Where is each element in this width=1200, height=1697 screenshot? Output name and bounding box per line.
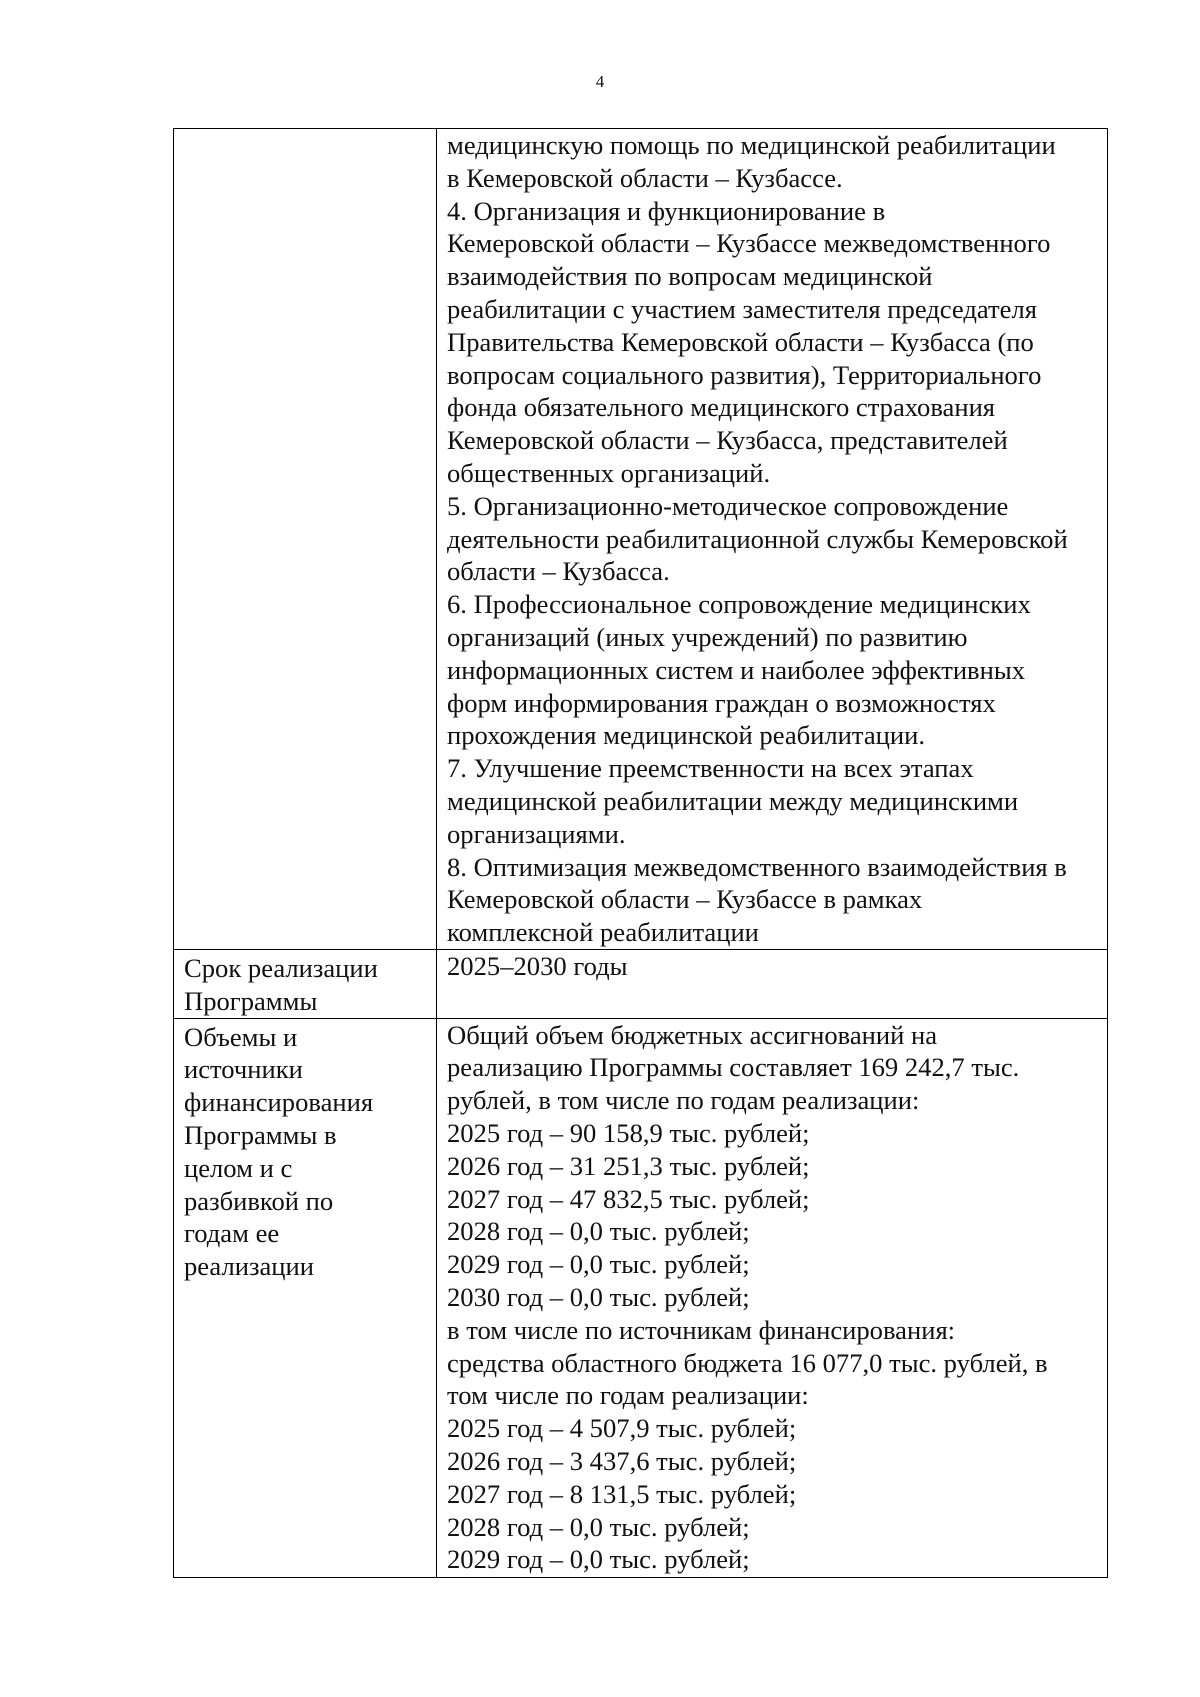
financing-label-cell: [174, 1018, 437, 1577]
text-line: целом и с: [184, 1152, 293, 1183]
text-line: в Кемеровской области – Кузбассе.: [447, 162, 843, 193]
text-line: 2028 год – 0,0 тыс. рублей;: [447, 1511, 750, 1542]
text-line: общественных организаций.: [447, 457, 771, 488]
text-line: 6. Профессиональное сопровождение медицинских: [447, 589, 1031, 620]
text-line: 2025 год – 90 158,9 тыс. рублей;: [447, 1117, 810, 1148]
text-line: средства областного бюджета 16 077,0 тыс. рублей, в: [447, 1347, 1048, 1378]
text-line: деятельности реабилитационной службы Кемеровской: [447, 523, 1068, 554]
text-line: 2030 год – 0,0 тыс. рублей;: [447, 1281, 750, 1312]
text-line: Программы: [184, 985, 318, 1016]
text-line: реализации: [184, 1251, 314, 1282]
term-content-cell: [437, 950, 1108, 1019]
text-line: вопросам социального развития), Территориального: [447, 359, 1042, 390]
text-line: 8. Оптимизация межведомственного взаимодействия в: [447, 851, 1067, 882]
text-line: том числе по годам реализации:: [447, 1380, 809, 1411]
text-line: 2027 год – 8 131,5 тыс. рублей;: [447, 1478, 797, 1509]
text-line: в том числе по источникам финансирования:: [447, 1314, 956, 1345]
financing-content-cell: [437, 1018, 1108, 1577]
text-line: Срок реализации: [184, 953, 378, 983]
text-line: реализацию Программы составляет 169 242,7 тыс.: [447, 1052, 1020, 1083]
text-line: разбивкой по: [184, 1185, 334, 1216]
table-row-financing: [174, 1018, 1108, 1577]
table-row-term: [174, 950, 1108, 1019]
text-line: комплексной реабилитации: [447, 917, 759, 948]
page-number: 4: [595, 72, 605, 91]
program-passport-table: [173, 128, 1108, 1578]
text-line: Общий объем бюджетных ассигнований на: [447, 1019, 938, 1050]
text-line: Правительства Кемеровской области – Кузбасса (по: [447, 326, 1034, 357]
text-line: 2027 год – 47 832,5 тыс. рублей;: [447, 1183, 810, 1214]
text-line: 2026 год – 31 251,3 тыс. рублей;: [447, 1150, 810, 1181]
text-line: источники: [184, 1054, 303, 1085]
text-line: Объемы и: [184, 1021, 298, 1052]
text-line: 5. Организационно-методическое сопровождение: [447, 490, 1009, 521]
table-row-goals: [174, 129, 1108, 950]
text-line: Кемеровской области – Кузбассе в рамках: [447, 884, 923, 915]
text-line: области – Кузбасса.: [447, 556, 670, 587]
text-line: Кемеровской области – Кузбассе межведомственного: [447, 228, 1051, 259]
text-line: 2026 год – 3 437,6 тыс. рублей;: [447, 1445, 797, 1476]
text-line: реабилитации с участием заместителя председателя: [447, 293, 1037, 324]
text-line: 2025 год – 4 507,9 тыс. рублей;: [447, 1413, 797, 1444]
text-line: 2029 год – 0,0 тыс. рублей;: [447, 1544, 750, 1575]
term-label-cell: [174, 950, 437, 1019]
row-label-empty: [174, 129, 437, 950]
goals-content-cell: [437, 129, 1108, 950]
text-line: медицинскую помощь по медицинской реабилитации: [447, 130, 1056, 160]
text-line: Программы в: [184, 1119, 337, 1150]
text-line: 4. Организация и функционирование в: [447, 195, 886, 226]
text-line: информационных систем и наиболее эффективных: [447, 654, 1026, 685]
text-line: 2025–2030 годы: [447, 951, 628, 981]
text-line: организациями.: [447, 818, 626, 849]
text-line: 7. Улучшение преемственности на всех этапах: [447, 753, 974, 784]
text-line: фонда обязательного медицинского страхования: [447, 392, 996, 423]
text-line: форм информирования граждан о возможностях: [447, 687, 996, 718]
text-line: годам ее: [184, 1218, 280, 1249]
text-line: финансирования: [184, 1087, 374, 1118]
text-line: 2028 год – 0,0 тыс. рублей;: [447, 1216, 750, 1247]
text-line: Кемеровской области – Кузбасса, представителей: [447, 425, 1008, 456]
text-line: рублей, в том числе по годам реализации:: [447, 1085, 920, 1116]
text-line: организаций (иных учреждений) по развитию: [447, 621, 968, 652]
text-line: взаимодействия по вопросам медицинской: [447, 261, 933, 292]
text-line: прохождения медицинской реабилитации.: [447, 720, 926, 751]
text-line: медицинской реабилитации между медицинскими: [447, 785, 1019, 816]
text-line: 2029 год – 0,0 тыс. рублей;: [447, 1249, 750, 1280]
